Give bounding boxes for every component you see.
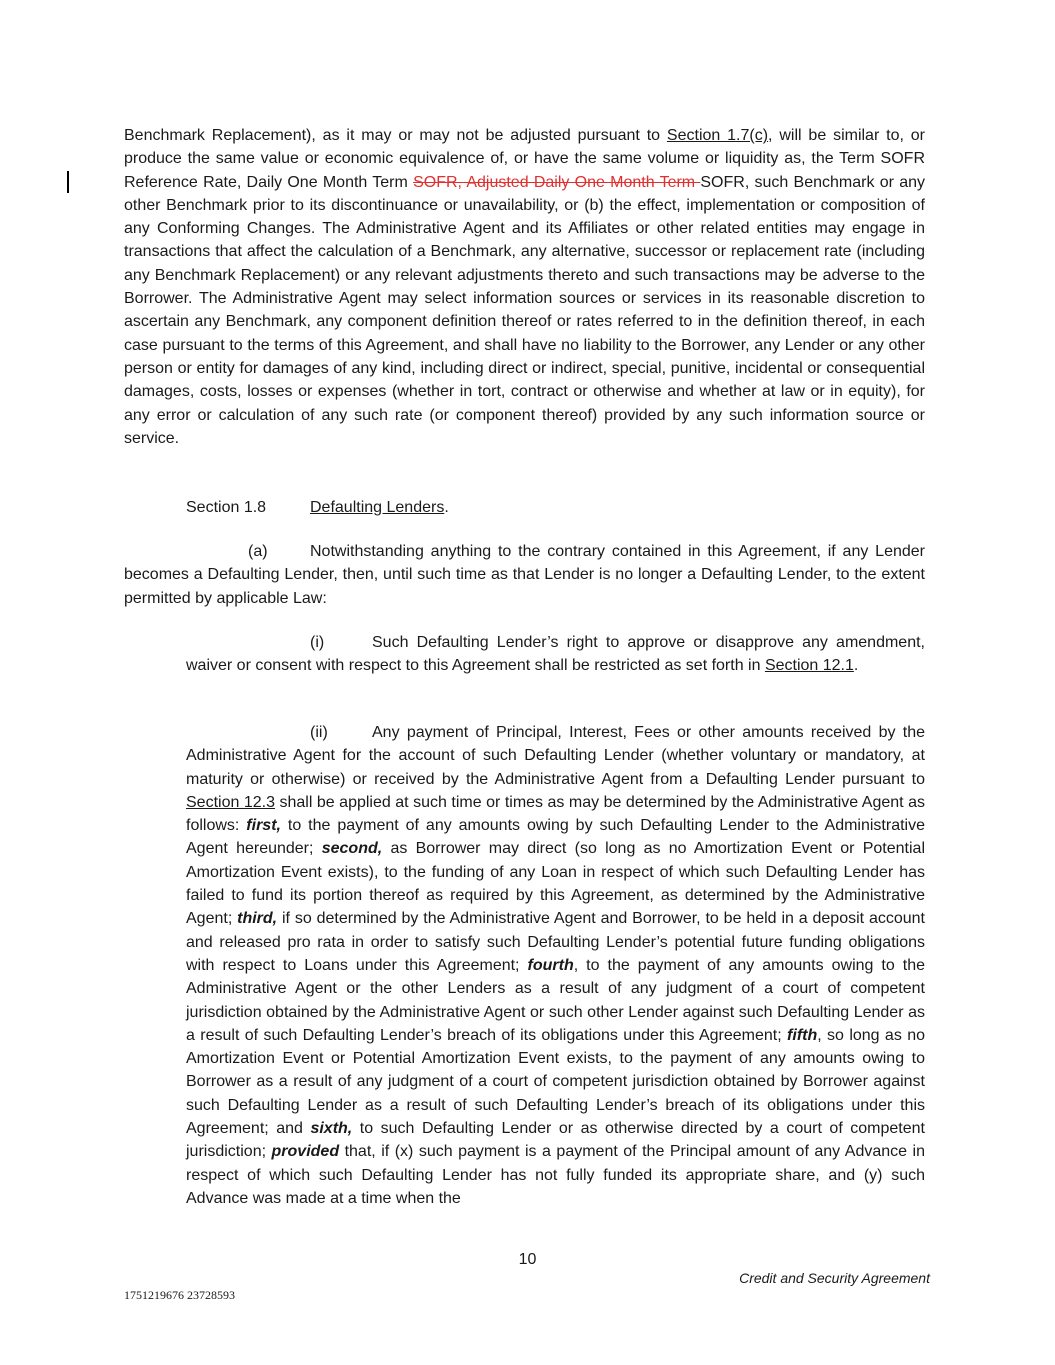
paragraph-text: , will be similar to, or produce the same value or economic equivalence of, or have the same volume or liquidity as, the Term SOFR Reference Rate, Daily One Month Term [124, 127, 926, 191]
clause-ii [186, 721, 925, 1210]
ordinal-fifth: fifth [787, 1026, 818, 1044]
section-title: Defaulting Lenders [310, 499, 445, 516]
clause-text: as Borrower may direct (so long as no Amortization Event or Potential Amortization Event exists), to the funding of any Loan in respect of which such Defaulting Lender has failed to fund its portion thereof as required by this Agreement, as determined by the Administrative Agent; [186, 840, 926, 928]
section-heading [186, 496, 449, 519]
ordinal-sixth: sixth, [310, 1120, 353, 1138]
clause-text: , so long as no Amortization Event or Potential Amortization Event exists, to the payment of any amounts owing to Borrower as a result of any judgment of a court of competent jurisdiction obtained by Borrower against such Defaulting Lender as a result of such Defaulting Lender’s breach of its obligations under this Agreement; and [186, 1026, 925, 1138]
clause-text: shall be applied at such time or times as may be determined by the Administrative Agent as follows: [186, 793, 925, 835]
ordinal-first: first, [246, 817, 281, 835]
clause-label: (i) [310, 634, 325, 651]
paragraph-text: SOFR, such Benchmark or any other Benchmark prior to its discontinuance or unavailability, or (b) the effect, implementation or composition of any Conforming Changes. The Administrative Agent and its Affiliates or other related entities may engage in transactions that affect the calculation of a Benchmark, any alternative, successor or replacement rate (including any Benchmark Replacement) or any relevant adjustments thereto and such transactions may be adverse to the Borrower. The Administrative Agent may select information sources or services in its reasonable discretion to ascertain any Benchmark, any component definition thereof or rates referred to in the definition thereof, in each case pursuant to the terms of this Agreement, and shall have no liability to the Borrower, any Lender or any other person or entity for damages of any kind, including direct or indirect, special, punitive, incidental or consequential damages, costs, losses or expenses (whether in tort, contract or otherwise and whether at law or in equity), for any error or calculation of any such rate (or component thereof) provided by any such information source or service. [124, 173, 925, 447]
footer-document-title: Credit and Security Agreement [739, 1270, 930, 1286]
section-reference-12-1[interactable]: Section 12.1 [764, 657, 854, 675]
clause-i [186, 631, 925, 678]
section-title-suffix: . [444, 499, 449, 516]
ordinal-fourth: fourth [527, 956, 574, 974]
section-reference-1-7c[interactable]: Section 1.7(c) [666, 127, 769, 144]
section-reference-12-3[interactable]: Section 12.3 [186, 793, 275, 811]
section-number: Section 1.8 [186, 499, 267, 516]
clause-text: , to the payment of any amounts owing to the Administrative Agent or the other Lenders as a result of any judgment of a court of competent jurisdiction obtained by the Administrative Agent or such other Lender against such Defaulting Lender as a result of such Defaulting Lender’s breach of its obligations under this Agreement; [186, 956, 926, 1044]
clause-text: that, if (x) such payment is a payment of the Principal amount of any Advance in respect of which such Defaulting Lender has not fully funded its appropriate share, and (y) such Advance was made at a time when the [186, 1143, 926, 1207]
clause-text: Such Defaulting Lender’s right to approve or disapprove any amendment, waiver or consent with respect to this Agreement shall be restricted as set forth in [186, 634, 925, 675]
page-number: 10 [518, 1251, 537, 1268]
revision-change-bar [67, 171, 69, 193]
clause-text: to such Defaulting Lender or as otherwise directed by a court of competent jurisdiction; [186, 1120, 925, 1161]
clause-label: (ii) [310, 724, 328, 741]
paragraph-benchmark [124, 124, 925, 450]
clause-label: (a) [248, 543, 268, 560]
clause-text: if so determined by the Administrative Agent and Borrower, to be held in a deposit account and released pro rata in order to satisfy such Defaulting Lender’s potential future funding obligations with respect to Loans under this Agreement; [186, 910, 926, 974]
ordinal-third: third, [237, 910, 278, 928]
footer-document-id: 1751219676 23728593 [124, 1288, 235, 1302]
clause-a [124, 540, 925, 610]
clause-text: Any payment of Principal, Interest, Fees or other amounts received by the Administrative Agent for the account of such Defaulting Lender (whether voluntary or mandatory, at maturity or otherwise) or received by the Administrative Agent from a Defaulting Lender pursuant to [186, 724, 925, 788]
clause-text: to the payment of any amounts owing by such Defaulting Lender to the Administrative Agent hereunder; [186, 817, 926, 858]
clause-text: . [853, 657, 859, 675]
proviso-provided: provided [271, 1143, 340, 1161]
ordinal-second: second, [321, 840, 383, 858]
deleted-text: SOFR, Adjusted Daily One Month Term [413, 173, 701, 191]
clause-text: Notwithstanding anything to the contrary contained in this Agreement, if any Lender becomes a Defaulting Lender, then, until such time as that Lender is no longer a Defaulting Lender, to the extent permitted by applicable Law: [124, 543, 925, 607]
paragraph-text: Benchmark Replacement), as it may or may not be adjusted pursuant to [124, 127, 667, 144]
